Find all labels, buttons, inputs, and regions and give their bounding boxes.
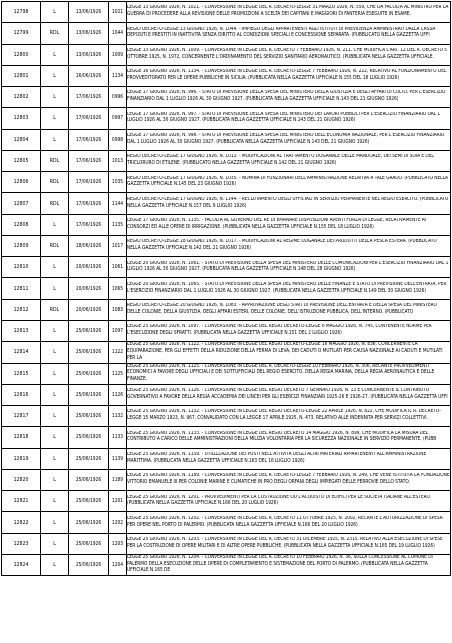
act-description-text: LEGGE 25 GIUGNO 1926, N. 1097. - CONVERSIONE IN LEGGE DEL REGIO DECRETO-LEGGE 6 MAGGIO 1926, N. 745, CONTENENTE NORME PER L'ESECUZIONE DEGLI SFRATTI. (PUBBLICATA NELLA GAZZETTA UFFICIALE N.151 DEL 2 LUGLIO 1926) — [127, 324, 432, 337]
act-description — [127, 554, 451, 575]
record-number: 12807 — [2, 193, 41, 214]
act-type: RDL — [41, 150, 69, 171]
act-type: L — [41, 427, 69, 448]
table-row — [2, 448, 451, 469]
act-date: 20/06/1926 — [69, 299, 109, 320]
record-number: 12799 — [2, 23, 41, 44]
act-number: 1133 — [109, 427, 127, 448]
act-number: 1061 — [109, 257, 127, 278]
act-date: 17/06/1926 — [69, 129, 109, 150]
table-row — [2, 172, 451, 193]
table-row — [2, 108, 451, 129]
act-date: 17/06/1926 — [69, 214, 109, 235]
table-row — [2, 257, 451, 278]
act-date: 17/06/1926 — [69, 108, 109, 129]
act-type: L — [41, 448, 69, 469]
act-type: L — [41, 2, 69, 23]
act-number: 1202 — [109, 512, 127, 533]
act-number: 1135 — [109, 214, 127, 235]
table-row — [2, 469, 451, 490]
act-type: RDL — [41, 23, 69, 44]
act-date: 25/06/1926 — [69, 363, 109, 384]
act-type: RDL — [41, 299, 69, 320]
record-number: 12823 — [2, 533, 41, 554]
act-date: 13/06/1926 — [69, 23, 109, 44]
table-row — [2, 363, 451, 384]
act-description-text: REGIO DECRETO-LEGGE 13 GIUGNO 1926, N. 1044. - IMPIEGO DEGLI APPARTENENTI AGLI ISTITUTI DI PREVIDENZA AMMINISTRATI DALLA CASSA DEPOSITI E PRESTITI IN INATTIVITA SENZA DIRITTO AL CONDIZIONI SPECIALI E CONCESSIONE SEPARATA. (PUBBLICATO NELLA GAZZETTA UFFI — [127, 26, 436, 39]
act-number: 1044 — [109, 23, 127, 44]
record-number: 12805 — [2, 150, 41, 171]
act-number: 1201 — [109, 491, 127, 512]
table-row — [2, 193, 451, 214]
table-row — [2, 44, 451, 65]
act-description — [127, 129, 451, 150]
record-number: 12818 — [2, 427, 41, 448]
act-number: 1009 — [109, 44, 127, 65]
act-description — [127, 193, 451, 214]
act-description-text: LEGGE 20 GIUGNO 1926, N. 1065. - STATO DI PREVISIONE DELLA SPESA DEL MINISTERO DELLE FINANZE E STATO DI PREVISIONE DELL'ENTRATA, PER L'ESERCIZIO FINANZIARIO DAL 1 LUGLIO 1926 AL 30 GIUGNO 1927. (PUBBLICATA NELLA GAZZETTA UFFICIALE N.149 DEL 30 GIUGNO 1926) — [127, 281, 447, 294]
act-type: L — [41, 342, 69, 363]
act-description-text: LEGGE 25 GIUGNO 1926, N. 1202. - CONVERSIONE IN LEGGE DEL R. DECRETO 11 OTTOBRE 1925, N. 2002, RECANTE L'AUTORIZZAZIONE DI SPESA PER OPERE NEL PORTO DI PALERMO. (PUBBLICATA NELLA GAZZETTA UFFICIALE N.166 DEL 20 LUGLIO 1926) — [127, 515, 443, 528]
act-date: 18/06/1926 — [69, 235, 109, 256]
act-description — [127, 384, 451, 405]
record-number: 12820 — [2, 469, 41, 490]
table-row — [2, 512, 451, 533]
table-row — [2, 491, 451, 512]
act-description-text: LEGGE 25 GIUGNO 1926, N. 1139. - UTILIZZAZIONE DEI POSTI NELL'ATTIVITA DEGLI ALTRI MATERIALI APPARTENENTI ALL'AMMINISTRAZIONE MARITTIMA. (PUBBLICATA NELLA GAZZETTA UFFICIALE N.163 DEL 16 LUGLIO 1926) — [127, 452, 427, 464]
register-page — [1, 1, 451, 641]
record-number: 12816 — [2, 384, 41, 405]
act-description-text: REGIO DECRETO-LEGGE 20 GIUGNO 1926, N. 1083. - APPROVAZIONE DEGLI STATI DI PREVISIONE DELL'ENTRATA E DELLA SPESA DEL MINISTERO DELLE COLONIE, DELLA GIUSTIZIA, DEGLI AFFARI ESTERI, DELLE COLONIE, DELL'ISTRUZIONE PUBBLICA, DELL'INTERNO. (PUBBLICATO — [127, 303, 437, 315]
act-date: 25/06/1926 — [69, 342, 109, 363]
act-description-text: LEGGE 25 GIUGNO 1926, N. 1201. - PROVVEDIMENTI PER LA COSTRUZIONE OD L'ACQUISTO DI EDIFICI PER LE SOCIETA ITALIANE ALL'ESTERO. (PUBBLICATA NELLA GAZZETTA UFFICIALE N.166 DEL 20 LUGLIO 1926) — [127, 494, 432, 507]
act-type: L — [41, 363, 69, 384]
record-number: 12824 — [2, 554, 41, 575]
act-type: L — [41, 214, 69, 235]
act-description-text: LEGGE 25 GIUGNO 1926, N. 1203. - CONVERSIONE IN LEGGE DEL R. DECRETO 31 DICEMBRE 1925, N. 2315, RELATIVO ALLA ESECUZIONE DI SPESE PER LA COSTRUZIONE DI OPERE MILITARI E DI ALTRE OPERE PUBBLICHE. (PUBBLICATA NELLA GAZZETTA UFFICIALE N.165 DEL 19 LUGLIO 1926) — [127, 537, 443, 549]
act-description — [127, 150, 451, 171]
act-number: 1139 — [109, 448, 127, 469]
act-date: 25/06/1926 — [69, 448, 109, 469]
act-description — [127, 2, 451, 23]
act-type: L — [41, 554, 69, 575]
act-description-text: LEGGE 25 GIUGNO 1926, N. 1133. - CONVERSIONE IN LEGGE DEL REGIO DECRETO 14 MAGGIO 1926, N. 899, CHE MODIFICA LA MISURA DEL CONTRIBUTO A CARICO DELLE AMMINISTRAZIONI DELLA MILIZIA VOLONTARIA PER LA SICUREZZA NAZIONALE IN SERVIZIO PERMANENTE. (PUBB — [127, 430, 437, 443]
table-row — [2, 150, 451, 171]
act-number: 1065 — [109, 278, 127, 299]
act-description-text: LEGGE 13 GIUGNO 1926, N. 1009. - CONVERSIONE IN LEGGE DEL R. DECRETO 7 FEBBRAIO 1926, N. 211, CHE MODIFICA L'ART. 12 DEL R. DECRETO 5 OTTOBRE 1925, N. 1972, CONCERNENTE L'ORDINAMENTO DEL SERVIZIO SANITARIO AERONAUTICO. (PUBBLICATA NELLA GAZZETTA UFFICIALE. — [127, 47, 448, 60]
act-date: 25/06/1926 — [69, 554, 109, 575]
act-date: 25/06/1926 — [69, 384, 109, 405]
act-number: 1083 — [109, 299, 127, 320]
act-description — [127, 512, 451, 533]
record-number: 12801 — [2, 65, 41, 86]
act-description — [127, 299, 451, 320]
act-number: 1189 — [109, 469, 127, 490]
act-description-text: LEGGE 25 GIUGNO 1926, N. 1132. - CONVERSIONE IN LEGGE DEL REGIO DECRETO-LEGGE 22 APRILE 1926, N. 822, CHE MODIFICA IL R. DECRETO-LEGGE 15 MARZO 1923, N. 967, CONVALIDATO CON LA LEGGE 17 APRILE 1925, N. 473, RELATIVO ALLE INDENNITA PER SERVIZI COLLETTIVI. — [127, 409, 441, 422]
act-description-text: LEGGE 17 GIUGNO 1926, N. 997. - STATO DI PREVISIONE DELLA SPESA DEL MINISTERO DEI LAVORI PUBBLICI PER L'ESERCIZIO FINANZIARIO DAL 1 LUGLIO 1926 AL 30 GIUGNO 1927. (PUBBLICATA NELLA GAZZETTA UFFICIALE N.143 DEL 21 GIUGNO 1926) — [127, 111, 441, 124]
table-row — [2, 320, 451, 341]
table-row — [2, 342, 451, 363]
act-type: RDL — [41, 193, 69, 214]
act-description — [127, 65, 451, 86]
act-description — [127, 448, 451, 469]
record-number: 12812 — [2, 299, 41, 320]
table-row — [2, 427, 451, 448]
act-date: 13/06/1926 — [69, 2, 109, 23]
record-number: 12815 — [2, 363, 41, 384]
act-type: L — [41, 320, 69, 341]
record-number: 12802 — [2, 87, 41, 108]
legislation-register-table — [1, 1, 451, 576]
table-row — [2, 299, 451, 320]
record-number: 12803 — [2, 108, 41, 129]
act-description — [127, 235, 451, 256]
act-type: L — [41, 406, 69, 427]
act-description — [127, 469, 451, 490]
act-number: 1097 — [109, 320, 127, 341]
act-description — [127, 406, 451, 427]
act-description — [127, 278, 451, 299]
act-description — [127, 214, 451, 235]
act-description — [127, 363, 451, 384]
record-number: 12813 — [2, 320, 41, 341]
act-number: 1126 — [109, 384, 127, 405]
act-date: 16/06/1926 — [69, 65, 109, 86]
act-type: L — [41, 512, 69, 533]
act-number: 0997 — [109, 108, 127, 129]
act-description-text: LEGGE 25 GIUGNO 1926, N. 1125. - CONVERSIONE IN LEGGE DEL R. DECRETO-LEGGE 10 FEBBRAIO 1926, N. 306, RECANTE PROVVEDIMENTI ECONOMICI A FAVORE DEGLI UFFICIALI E DEI SOTTUFFICIALI DEL REGIO ESERCITO, DELLA REGIA MARINA, DELLA REGIA AERONAUTICA E DELLE FINANZE. — [127, 363, 435, 382]
act-number: 1035 — [109, 172, 127, 193]
record-number: 12814 — [2, 342, 41, 363]
table-row — [2, 214, 451, 235]
table-row — [2, 65, 451, 86]
record-number: 12809 — [2, 235, 41, 256]
act-number: 1125 — [109, 363, 127, 384]
act-description-text: LEGGE 17 GIUGNO 1926, N. 996. - STATO DI PREVISIONE DELLA SPESA DEL MINISTERO DELLA GIUSTIZIA E DEGLI AFFARI DI CULTO, PER L'ESERCIZIO FINANZIARIO DAL 1 LUGLIO 1926 AL 30 GIUGNO 1927. (PUBBLICATA NELLA GAZZETTA UFFICIALE N.143 DEL 21 GIUGNO 1926) — [127, 90, 446, 103]
table-row — [2, 406, 451, 427]
act-description-text: REGIO DECRETO-LEGGE 17 GIUGNO 1926, N. 1144. - RECLUTAMENTO DEGLI UFFICIALI IN SERVIZIO PERMANENTE NEL REGIO ESERCITO. (PUBBLICATO NELLA GAZZETTA UFFICIALE N.157 DEL 9 LUGLIO 1926) — [127, 196, 449, 209]
act-date: 25/06/1926 — [69, 491, 109, 512]
act-type: L — [41, 65, 69, 86]
act-description-text: LEGGE 20 GIUGNO 1926, N. 1061. - STATO DI PREVISIONE DELLA SPESA DEL MINISTERO DELLE COMUNICAZIONI PER L'ESERCIZIO FINANZIARIO DAL 1 LUGLIO 1926 AL 30 GIUGNO 1927. (PUBBLICATA NELLA GAZZETTA UFFICIALE N.148 DEL 28 GIUGNO 1926) — [127, 260, 449, 273]
act-type: L — [41, 469, 69, 490]
act-date: 17/06/1926 — [69, 193, 109, 214]
act-description-text: LEGGE 17 GIUGNO 1926, N. 998. - STATO DI PREVISIONE DELLA SPESA DEL MINISTERO DELL'ECONOMIA NAZIONALE, PER L'ESERCIZIO FINANZIARIO DAL 1 LUGLIO 1926 AL 30 GIUGNO 1927. (PUBBLICATA NELLA GAZZETTA UFFICIALE N.143 DEL 21 GIUGNO 1926) — [127, 133, 445, 145]
act-description — [127, 87, 451, 108]
act-description — [127, 108, 451, 129]
act-number: 1122 — [109, 342, 127, 363]
record-number: 12804 — [2, 129, 41, 150]
act-description-text: LEGGE 25 GIUGNO 1926, N. 1204. - CONVERSIONE IN LEGGE DEL R. DECRETO 10 FEBBRAIO 1926, N. 36, SULLA CONCESSIONE AL COMUNE DI PALERMO DELLA ESECUZIONE DELLE OPERE DI COMPLETAMENTO E SISTEMAZIONE DEL PORTO DI PALERMO. (PUBBLICATA NELLA GAZZETTA UFFICIALE N.165 DE — [127, 554, 433, 574]
record-number: 12817 — [2, 406, 41, 427]
record-number: 12811 — [2, 278, 41, 299]
act-date: 25/06/1926 — [69, 427, 109, 448]
record-number: 12821 — [2, 491, 41, 512]
act-description — [127, 172, 451, 193]
act-number: 0998 — [109, 129, 127, 150]
act-date: 25/06/1926 — [69, 469, 109, 490]
act-type: RDL — [41, 172, 69, 193]
act-number: 1203 — [109, 533, 127, 554]
record-number: 12819 — [2, 448, 41, 469]
act-description-text: LEGGE 17 GIUGNO 1926, N. 1135. - FACOLTA AL GOVERNO DEL RE DI EMANARE DISPOSIZIONI AVENTI FORZA DI LEGGE, RELATIVAMENTE AI CONSORZI ED ALLE OPERE DI IRRIGAZIONE. (PUBBLICATA NELLA GAZZETTA UFFICIALE N.155 DEL 18 LUGLIO 1926) — [127, 218, 427, 230]
act-description-text: LEGGE 25 GIUGNO 1926, N. 1122. - CONVERSIONE IN LEGGE DEL REGIO DECRETO-LEGGE 16 MAGGIO 1926, N. 836, CONCERNENTE LA EQUIPARAZIONE, PER GLI EFFETTI DELLA RIDUZIONE DELLA FERMA DI LEVA, DEI CADUTI O MUTILATI PER CAUSA NAZIONALE AI CADUTI E MUTILATI PER LA — [127, 342, 443, 361]
act-number: 1017 — [109, 235, 127, 256]
act-description — [127, 23, 451, 44]
act-date: 25/06/1926 — [69, 533, 109, 554]
act-number: 1204 — [109, 554, 127, 575]
act-description-text: REGIO DECRETO-LEGGE 17 GIUGNO 1926, N. 1035. - NOMINA DI FUNZIONARI DELL'AMMINISTRAZIONE RELATIVA A TALE GRADO. (PUBBLICATO NELLA GAZZETTA UFFICIALE N.145 DEL 23 GIUGNO 1926) — [127, 175, 448, 188]
act-date: 20/06/1926 — [69, 278, 109, 299]
act-type: RDL — [41, 235, 69, 256]
act-type: L — [41, 384, 69, 405]
act-description-text: LEGGE 16 GIUGNO 1926, N. 1134. - CONVERSIONE IN LEGGE DEL R. DECRETO-LEGGE 7 FEBBRAIO 1926, N. 222, RELATIVO AL FUNZIONAMENTO DEL PROVVEDITORATO PER LE OPERE PUBBLICHE IN SICILIA. (PUBBLICATA NELLA GAZZETTA UFFICIALE N.155 DEL 18 LUGLIO 1926) — [127, 69, 447, 81]
act-description — [127, 44, 451, 65]
act-number: 1132 — [109, 406, 127, 427]
act-description-text: LEGGE 25 GIUGNO 1926, N. 1126. - CONVERSIONE IN LEGGE DEL REGIO DECRETO 7 GENNAIO 1926, N. 13 E CONCERNENTE IL CONTRIBUTO GOVERNATIVO A FAVORE DELLA REGIA ACCADEMIA DEI LINCEI PER GLI ESERCIZI FINANZIARI 1925-26 E 1926-27. (PUBBLICATA NELLA GAZZETTA UFFI — [127, 388, 448, 400]
record-number: 12822 — [2, 512, 41, 533]
table-row — [2, 23, 451, 44]
act-description — [127, 427, 451, 448]
act-number: 1013 — [109, 150, 127, 171]
table-row — [2, 533, 451, 554]
act-type: L — [41, 44, 69, 65]
act-number: 1021 — [109, 2, 127, 23]
record-number: 12798 — [2, 2, 41, 23]
act-date: 17/06/1926 — [69, 150, 109, 171]
act-type: L — [41, 108, 69, 129]
act-description-text: REGIO DECRETO-LEGGE 17 GIUGNO 1926, N. 1013. - MODIFICAZIONI AL TRATTAMENTO DOGANALE DELLE MANDORLE, DEI SEMI DI SOIA E DEL TRICLORURO DI ETILENE. (PUBBLICATO NELLA GAZZETTA UFFICIALE N.142 DEL 21 GIUGNO 1926) — [127, 154, 434, 166]
act-description — [127, 320, 451, 341]
act-date: 25/06/1926 — [69, 406, 109, 427]
act-type: L — [41, 129, 69, 150]
act-description — [127, 257, 451, 278]
act-type: L — [41, 87, 69, 108]
act-type: L — [41, 491, 69, 512]
register-table-body — [2, 2, 451, 576]
act-description-text: REGIO DECRETO-LEGGE 18 GIUGNO 1926, N. 1017. - MODIFICAZIONI AL REGIME DOGANALE DEI PRODOTTI DELLA PESCA ESTERA. (PUBBLICATO NELLA GAZZETTA UFFICIALE N.142 DEL 21 GIUGNO 1926) — [127, 239, 437, 252]
table-row — [2, 384, 451, 405]
act-date: 17/06/1926 — [69, 87, 109, 108]
act-number: 1134 — [109, 65, 127, 86]
act-description-text: LEGGE 25 GIUGNO 1926, N. 1189. - CONVERSIONE IN LEGGE DEL R. DECRETO-LEGGE 7 FEBBRAIO 1926, N. 249, CHE VENE ISTITUITA LA FONDAZIONE VITTORIO EMANUELE III PER COLONIE MARINE E CLIMATICHE IN PRO DEGLI ORFANI DEGLI IMPIEGATI DELLE FERROVIE DELLO STATO. — [127, 473, 450, 485]
act-type: L — [41, 533, 69, 554]
record-number: 12808 — [2, 214, 41, 235]
act-date: 25/06/1926 — [69, 512, 109, 533]
act-description — [127, 342, 451, 363]
act-date: 17/06/1926 — [69, 172, 109, 193]
record-number: 12800 — [2, 44, 41, 65]
act-description-text: LEGGE 13 GIUGNO 1926, N. 1021. - CONVERSIONE IN LEGGE DEL R. DECRETO-LEGGE 31 MARZO 1926, N. 559, CHE DA FACOLTA AL MINISTRO PER LA GUERRA DI PROCEDERE ALLA REVISIONE DELLE PROMOZIONI A SCELTA DEI CAPITANI E MAGGIORI DI FANTERIA ESEGUITE IN ESAME. — [127, 5, 449, 18]
act-description — [127, 533, 451, 554]
act-date: 13/06/1926 — [69, 44, 109, 65]
table-row — [2, 278, 451, 299]
table-row — [2, 235, 451, 256]
act-type: L — [41, 257, 69, 278]
act-date: 25/06/1926 — [69, 320, 109, 341]
table-row — [2, 2, 451, 23]
table-row — [2, 129, 451, 150]
act-number: 1144 — [109, 193, 127, 214]
act-number: 0996 — [109, 87, 127, 108]
table-row — [2, 554, 451, 575]
act-date: 20/06/1926 — [69, 257, 109, 278]
record-number: 12810 — [2, 257, 41, 278]
act-description — [127, 491, 451, 512]
act-type: L — [41, 278, 69, 299]
record-number: 12806 — [2, 172, 41, 193]
table-row — [2, 87, 451, 108]
